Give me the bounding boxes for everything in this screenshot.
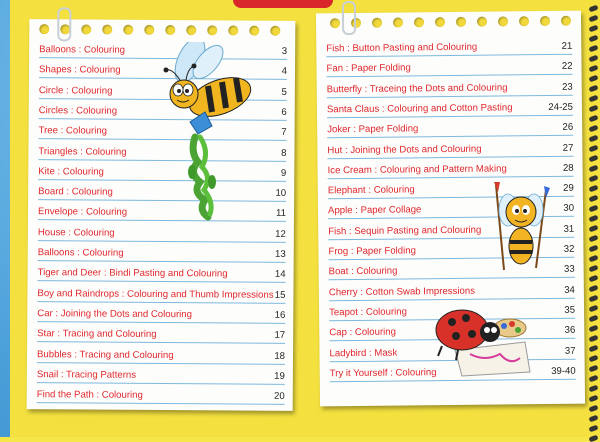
entry-page-number: 22: [561, 61, 573, 73]
entry-page-number: 4: [281, 66, 288, 78]
entry-title: Butterfly : Traceing the Dots and Colouring: [326, 81, 508, 95]
spiral-coil: [588, 405, 598, 413]
entry-title: Envelope : Colouring: [37, 206, 128, 219]
entry-title: Fish : Sequin Pasting and Colouring: [328, 224, 482, 237]
spiral-coil: [588, 335, 598, 343]
header-strip: [233, 0, 333, 8]
punch-hole: [186, 25, 196, 35]
entry-page-number: 9: [280, 167, 287, 179]
ladybird-with-paint-palette-icon: [430, 292, 535, 377]
entry-page-number: 14: [274, 269, 286, 281]
spiral-coil: [588, 155, 598, 163]
contents-entry: [38, 240, 286, 263]
entry-page-number: 30: [563, 203, 575, 215]
entry-title: Santa Claus : Colouring and Cotton Pasting: [326, 102, 513, 116]
spiral-coil: [588, 305, 598, 313]
entry-title: Hut : Joining the Dots and Colouring: [327, 143, 482, 156]
entry-page-number: 19: [274, 370, 285, 382]
punch-hole: [207, 25, 217, 35]
entry-title: Kite : Colouring: [38, 165, 104, 178]
spiral-coil: [588, 315, 598, 323]
entry-title: Ladybird : Mask: [329, 347, 398, 359]
punch-hole: [165, 25, 175, 35]
entry-page-number: 37: [564, 345, 576, 357]
entry-title: Board : Colouring: [38, 186, 113, 198]
spiral-coil: [588, 365, 598, 373]
spiral-coil: [588, 225, 598, 233]
spiral-coil: [588, 255, 598, 263]
spiral-coil: [588, 15, 598, 23]
punch-hole: [477, 17, 487, 27]
entry-page-number: 32: [563, 243, 575, 255]
spiral-coil: [588, 425, 598, 433]
entry-title: Star : Tracing and Colouring: [37, 328, 157, 341]
bee-with-watering-can-icon: [150, 42, 260, 227]
entry-title: Find the Path : Colouring: [36, 389, 143, 401]
entry-page-number: 27: [562, 142, 574, 154]
entry-page-number: 15: [274, 289, 286, 301]
entry-title: Fish : Button Pasting and Colouring: [326, 41, 478, 55]
entry-page-number: 17: [274, 329, 286, 342]
spiral-coil: [588, 75, 598, 83]
entry-page-number: 16: [274, 309, 286, 321]
entry-page-number: 8: [281, 147, 287, 159]
entry-page-number: 11: [276, 208, 287, 220]
entry-title: Apple : Paper Collage: [327, 204, 422, 217]
entry-title: Cherry : Cotton Swab Impressions: [328, 285, 476, 298]
spiral-coil: [588, 35, 598, 43]
bee-with-paintbrushes-icon: [486, 180, 556, 280]
entry-page-number: 10: [275, 187, 287, 199]
entry-page-number: 6: [281, 106, 287, 118]
entry-title: Teapot : Colouring: [329, 306, 408, 319]
spiral-coil: [588, 165, 598, 173]
contents-entry: [37, 342, 285, 365]
spiral-coil: [588, 175, 598, 183]
spiral-coil: [588, 205, 598, 213]
spiral-coil: [588, 285, 598, 293]
entry-title: Tree : Colouring: [38, 125, 108, 137]
spiral-coil: [588, 105, 598, 113]
spiral-coil: [588, 125, 598, 133]
entry-page-number: 13: [275, 248, 286, 260]
spiral-coil: [588, 55, 598, 63]
punch-hole: [519, 16, 529, 26]
spiral-coil: [588, 195, 598, 203]
paper-clip-icon: [342, 1, 356, 35]
spiral-coil: [588, 215, 598, 223]
spiral-coil: [588, 5, 598, 13]
spiral-coil: [588, 295, 598, 303]
entry-title: Car : Joining the Dots and Colouring: [37, 308, 193, 321]
entry-page-number: 36: [564, 324, 576, 336]
entry-title: Circles : Colouring: [38, 105, 118, 117]
contents-entry: [37, 321, 285, 344]
entry-title: Bubbles : Tracing and Colouring: [36, 348, 174, 361]
spiral-coil: [588, 65, 598, 73]
entry-title: Balloons : Colouring: [37, 247, 124, 259]
entry-page-number: 39-40: [551, 365, 576, 377]
entry-title: Elephant : Colouring: [327, 184, 415, 197]
spiral-coil: [588, 135, 598, 143]
entry-page-number: 3: [281, 45, 288, 57]
punch-hole: [372, 18, 382, 28]
entry-title: Frog : Paper Folding: [328, 245, 416, 258]
entry-title: Try it Yourself : Colouring: [329, 366, 437, 380]
entry-page-number: 18: [274, 350, 286, 362]
spiral-coil: [588, 235, 598, 243]
entry-page-number: 35: [564, 304, 576, 316]
entry-page-number: 23: [562, 81, 573, 93]
punch-hole: [498, 16, 508, 26]
entry-page-number: 20: [274, 390, 285, 402]
contents-entry: [38, 260, 286, 283]
entry-page-number: 21: [561, 40, 573, 52]
spiral-coil: [588, 395, 598, 403]
punch-hole: [393, 17, 403, 27]
contents-entry: [37, 382, 285, 405]
spiral-coil: [588, 145, 598, 153]
punch-hole: [123, 25, 133, 35]
spiral-coil: [588, 385, 598, 393]
punch-hole: [39, 24, 49, 34]
punch-hole: [456, 17, 466, 27]
spiral-coil: [588, 375, 598, 383]
entry-title: House : Colouring: [37, 226, 115, 239]
spiral-coil: [588, 275, 598, 283]
entry-title: Snail : Tracing Patterns: [36, 368, 137, 381]
punch-hole: [81, 24, 91, 34]
contents-entry: [37, 301, 285, 324]
entry-title: Boy and Raindrops : Colouring and Thumb Impressions: [37, 287, 274, 301]
spiral-coil: [588, 85, 598, 93]
spiral-coil: [588, 245, 598, 253]
punch-hole: [561, 16, 571, 26]
entry-title: Fan : Paper Folding: [326, 62, 411, 75]
spiral-coil: [588, 95, 598, 103]
entry-page-number: 5: [281, 86, 287, 98]
spiral-coil: [588, 435, 598, 442]
punch-hole: [102, 25, 112, 35]
punch-hole: [435, 17, 445, 27]
entry-page-number: 28: [562, 162, 574, 174]
spiral-coil: [588, 45, 598, 53]
contents-entry: [37, 362, 285, 385]
entry-page-number: 7: [281, 127, 287, 139]
entry-page-number: 24-25: [548, 101, 574, 113]
entry-page-number: 12: [275, 228, 286, 240]
contents-entry: [37, 281, 285, 304]
punch-hole: [330, 18, 340, 28]
spiral-coil: [588, 185, 598, 193]
entry-title: Joker : Paper Folding: [327, 123, 419, 136]
entry-title: Balloons : Colouring: [39, 44, 126, 56]
entry-title: Circle : Colouring: [38, 84, 113, 97]
spiral-coil: [588, 115, 598, 123]
punch-hole: [249, 26, 259, 36]
spiral-coil: [588, 325, 598, 333]
entry-page-number: 33: [563, 264, 575, 276]
punch-hole: [270, 26, 280, 36]
entry-title: Shapes : Colouring: [38, 64, 121, 77]
spiral-coil: [588, 25, 598, 33]
entry-title: Tiger and Deer : Bindi Pasting and Colouring: [37, 267, 228, 280]
entry-page-number: 31: [563, 223, 575, 235]
spiral-coil: [588, 355, 598, 363]
spiral-binding: [586, 0, 600, 437]
entry-title: Cap : Colouring: [329, 326, 397, 339]
entry-page-number: 26: [562, 121, 574, 134]
entry-title: Triangles : Colouring: [38, 145, 127, 158]
entry-page-number: 29: [563, 182, 574, 194]
paper-clip-icon: [57, 7, 71, 41]
punch-hole: [414, 17, 424, 27]
spiral-coil: [588, 345, 598, 353]
punch-hole: [144, 25, 154, 35]
punch-hole: [540, 16, 550, 26]
punch-hole: [228, 25, 238, 35]
spiral-coil: [588, 265, 598, 273]
entry-page-number: 34: [564, 284, 575, 296]
spiral-coil: [588, 415, 598, 423]
entry-title: Ice Cream : Colouring and Pattern Making: [327, 163, 507, 177]
entry-title: Boat : Colouring: [328, 265, 398, 278]
